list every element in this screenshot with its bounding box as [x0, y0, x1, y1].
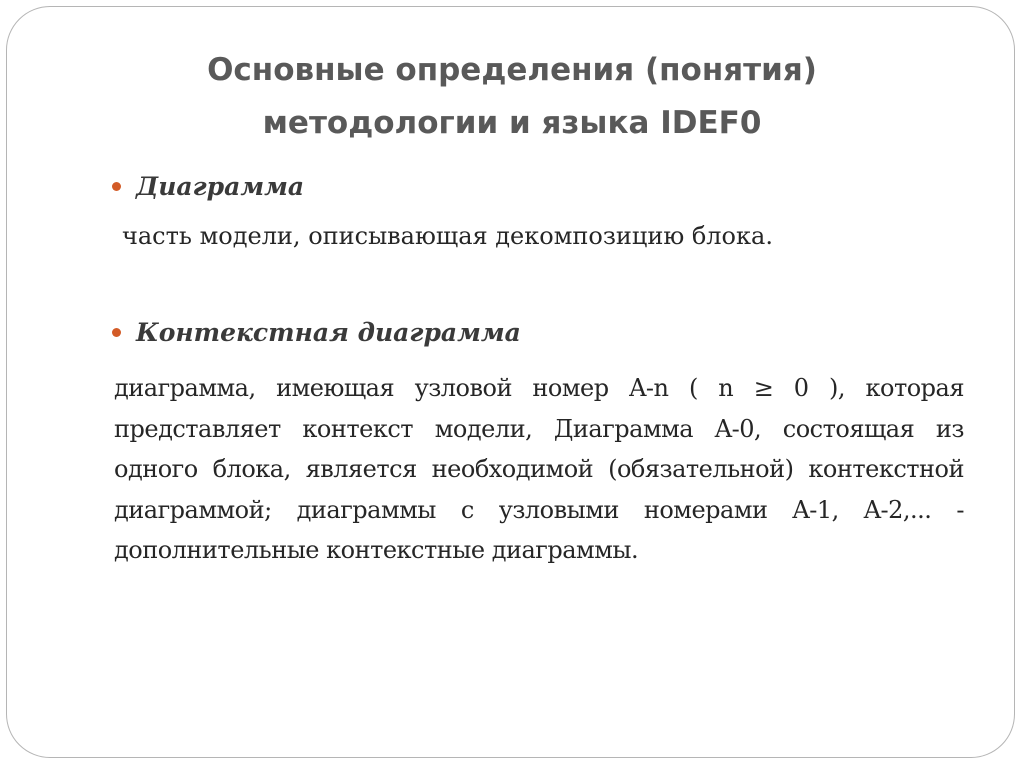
term-context-diagram: Контекстная диаграмма: [136, 318, 521, 347]
bullet-dot-icon: [112, 182, 121, 191]
bullet-item-context-diagram: [112, 318, 521, 347]
slide-title: [140, 44, 884, 150]
bullet-dot-icon: [112, 328, 121, 337]
slide-title-line-1: Основные определения (понятия): [207, 52, 817, 88]
definition-diagram: часть модели, описывающая декомпозицию блока.: [122, 222, 773, 250]
term-diagram: Диаграмма: [136, 172, 305, 201]
slide-title-line-2: методологии и языка IDEF0: [262, 105, 762, 141]
bullet-item-diagram: [112, 172, 304, 201]
definition-context-diagram: диаграмма, имеющая узловой номер A-n ( n ≥ 0 ), которая представляет контекст модели, Диаграмма A-0, состоящая из одного блока, является необходимой (обязательной) контекстной диаграммой; диаграммы с узловыми номерами A-1, A-2,... - дополнительные контекстные диаграммы.: [114, 374, 964, 564]
